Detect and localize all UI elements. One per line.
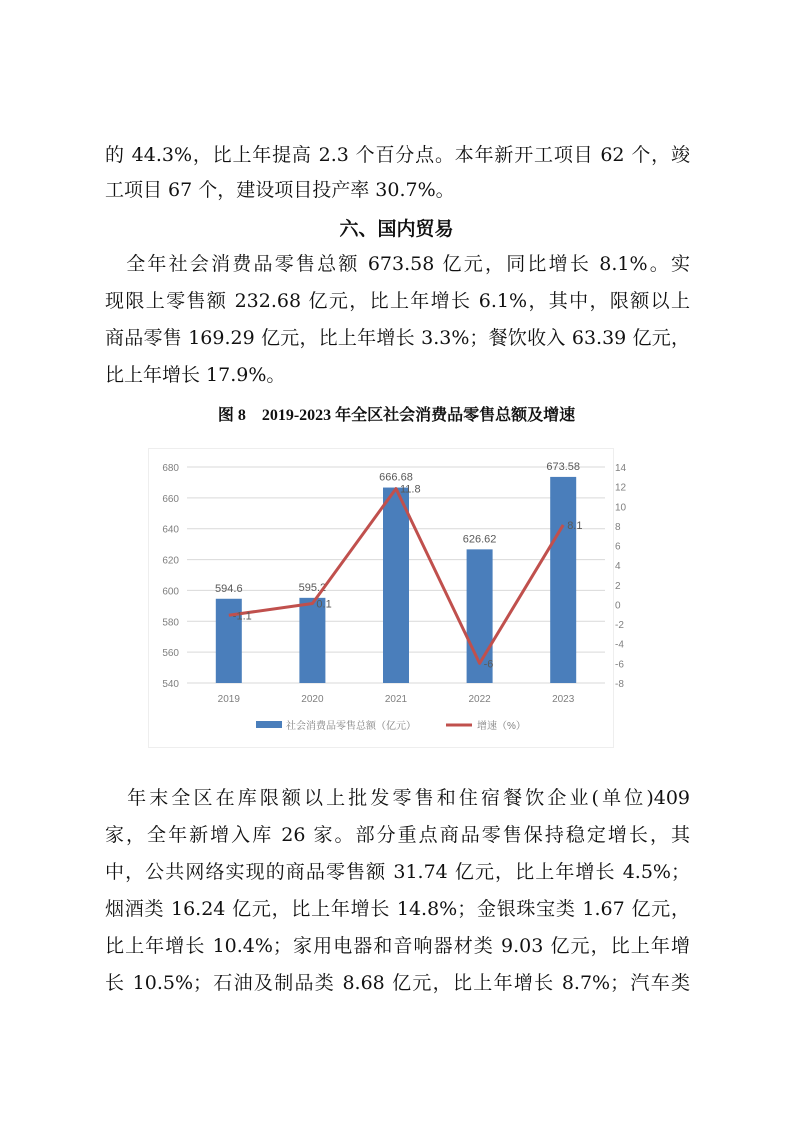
line-data-label: -1.1 (232, 610, 252, 623)
y2-tick-label: 6 (615, 541, 621, 553)
y-tick-label: 580 (162, 617, 179, 629)
legend-bar-label: 社会消费品零售总额（亿元） (286, 721, 416, 732)
y2-tick-label: -6 (615, 659, 624, 671)
bar (383, 488, 409, 683)
line-data-label: -6 (483, 658, 494, 671)
text-line: 现限上零售额 232.68 亿元，比上年增长 6.1%，其中，限额以上 (105, 290, 690, 312)
x-tick-label: 2019 (217, 694, 240, 705)
x-tick-label: 2022 (468, 694, 491, 705)
legend-bar-swatch (256, 721, 282, 728)
x-tick-label: 2023 (552, 694, 575, 705)
text-line: 的 44.3%，比上年提高 2.3 个百分点。本年新开工项目 62 个，竣 (105, 144, 690, 166)
y2-tick-label: 2 (615, 580, 621, 592)
combo-chart (148, 448, 627, 748)
y-tick-label: 640 (162, 524, 179, 536)
line-data-label: 8.1 (567, 519, 583, 532)
y2-tick-label: -8 (615, 679, 624, 690)
text-line: 中，公共网络实现的商品零售额 31.74 亿元，比上年增长 4.5%； (105, 861, 690, 883)
bar-data-label: 594.6 (215, 582, 243, 595)
y2-tick-label: 10 (615, 502, 627, 514)
text-line: 全年社会消费品零售总额 673.58 亿元，同比增长 8.1%。实 (105, 253, 690, 275)
y2-tick-label: 14 (615, 463, 627, 474)
y-tick-label: 540 (162, 679, 179, 690)
line-data-label: 0.1 (316, 598, 332, 611)
bar-data-label: 673.58 (546, 460, 581, 473)
legend-line-label: 增速（%） (477, 721, 526, 732)
y-tick-label: 600 (162, 586, 179, 598)
bar-data-label: 666.68 (379, 471, 413, 484)
y2-tick-label: 12 (615, 482, 627, 494)
y2-tick-label: -2 (615, 620, 624, 632)
figure-title: 图 8 2019-2023 年全区社会消费品零售总额及增速 (217, 407, 576, 424)
bar-data-label: 595.2 (298, 581, 327, 594)
text-line: 商品零售 169.29 亿元，比上年增长 3.3%；餐饮收入 63.39 亿元， (105, 327, 690, 349)
y2-tick-label: 4 (615, 561, 621, 573)
y-tick-label: 560 (162, 648, 179, 660)
y-tick-label: 680 (162, 463, 179, 474)
text-line: 工项目 67 个，建设项目投产率 30.7%。 (105, 179, 455, 201)
text-line: 年末全区在库限额以上批发零售和住宿餐饮企业(单位)409 (105, 787, 690, 809)
section-heading: 六、国内贸易 (339, 218, 454, 240)
bar (299, 598, 325, 683)
y-tick-label: 660 (162, 493, 179, 505)
text-line: 比上年增长 10.4%；家用电器和音响器材类 9.03 亿元，比上年增 (105, 935, 690, 957)
y2-tick-label: 8 (615, 521, 621, 533)
text-line: 长 10.5%；石油及制品类 8.68 亿元，比上年增长 8.7%；汽车类 (105, 972, 690, 994)
x-tick-label: 2021 (384, 694, 408, 705)
y-tick-label: 620 (162, 555, 179, 567)
line-data-label: 11.8 (400, 483, 421, 496)
bar (550, 477, 576, 683)
text-line: 烟酒类 16.24 亿元，比上年增长 14.8%；金银珠宝类 1.67 亿元， (105, 898, 690, 920)
x-tick-label: 2020 (301, 694, 324, 705)
y2-tick-label: -4 (615, 639, 624, 651)
y2-tick-label: 0 (615, 600, 621, 612)
bar-data-label: 626.62 (462, 533, 497, 546)
text-line: 家，全年新增入库 26 家。部分重点商品零售保持稳定增长，其 (105, 824, 690, 846)
text-line: 比上年增长 17.9%。 (105, 364, 286, 386)
